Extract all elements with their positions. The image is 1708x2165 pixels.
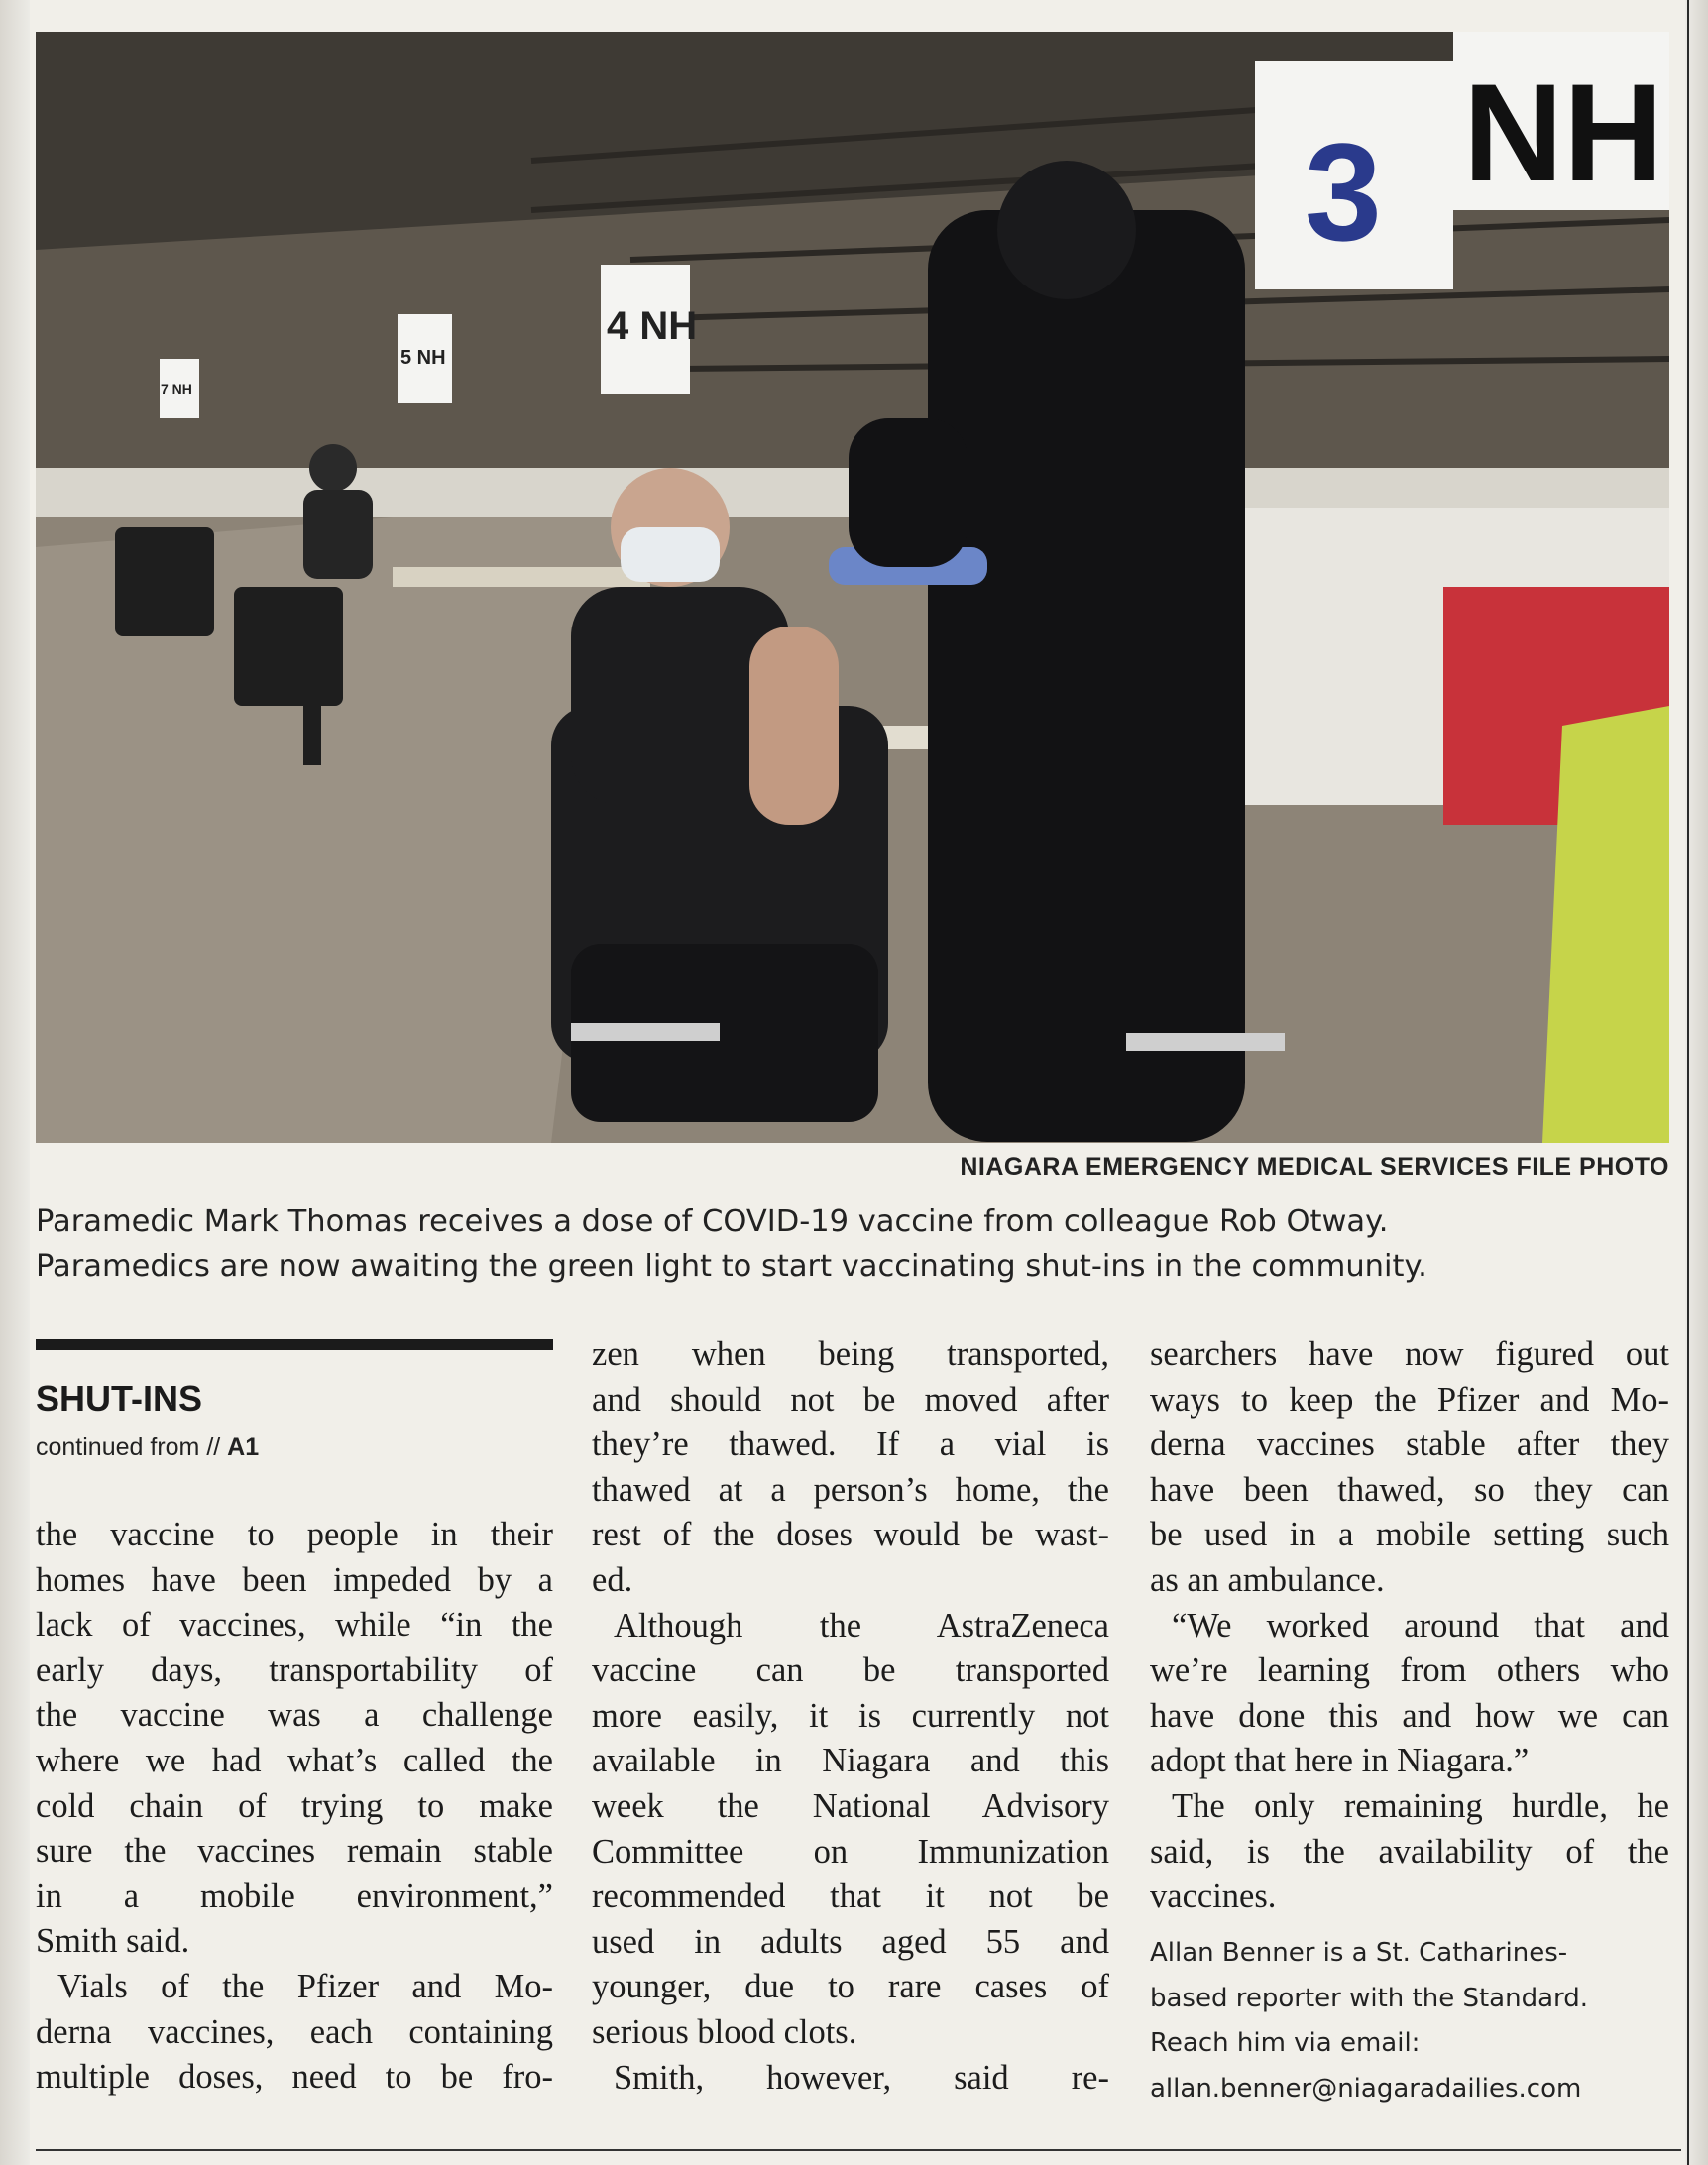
text-line: recommended that it not be: [592, 1878, 1109, 1916]
text-line: available in Niagara and this: [592, 1742, 1109, 1780]
author-email: allan.benner@niagaradailies.com: [1150, 2073, 1582, 2104]
text-line: ways to keep the Pfizer and Mo-: [1150, 1380, 1669, 1419]
text-line: multiple doses, need to be fro-: [36, 2058, 553, 2097]
article-column-3: [1150, 1332, 1669, 1920]
text-line: and should not be moved after: [592, 1380, 1109, 1419]
photo-credit: NIAGARA EMERGENCY MEDICAL SERVICES FILE PHOTO: [960, 1153, 1669, 1181]
page-edge-left: [0, 0, 30, 2165]
text-line: used in adults aged 55 and: [592, 1922, 1109, 1961]
bottom-rule: [36, 2149, 1681, 2151]
text-line: early days, transportability of: [36, 1651, 553, 1689]
text-line: said, is the availability of the: [1150, 1832, 1669, 1871]
text-line: the vaccine to people in their: [36, 1516, 553, 1553]
text-line: ed.: [592, 1560, 633, 1599]
text-line: vaccine can be transported: [592, 1652, 1109, 1690]
continued-page: A1: [227, 1433, 260, 1461]
text-line: sure the vaccines remain stable: [36, 1832, 553, 1871]
sign-small: 5 NH: [400, 347, 446, 369]
text-line: where we had what’s called the: [36, 1741, 553, 1779]
text-line: thawed at a person’s home, the: [592, 1470, 1109, 1509]
bio-line: based reporter with the Standard.: [1150, 1983, 1589, 2013]
text-line: derna vaccines, each containing: [36, 2012, 553, 2051]
text-line: “We worked around that and: [1172, 1606, 1669, 1645]
caption-line: Paramedics are now awaiting the green light to start vaccinating shut-ins in the community.: [36, 1249, 1427, 1284]
text-line: the vaccine was a challenge: [36, 1696, 553, 1735]
text-line: Committee on Immunization: [592, 1832, 1109, 1871]
headline-bar: [36, 1339, 553, 1350]
text-line: more easily, it is currently not: [592, 1696, 1109, 1735]
bio-line: Reach him via email:: [1150, 2028, 1421, 2058]
text-line: lack of vaccines, while “in the: [36, 1606, 553, 1645]
text-line: Although the AstraZeneca: [614, 1606, 1109, 1645]
text-line: cold chain of trying to make: [36, 1786, 553, 1825]
text-line: vaccines.: [1150, 1878, 1277, 1916]
photo-illustration: [36, 32, 1669, 1143]
sign-mid: 4 NH: [607, 304, 698, 348]
text-line: derna vaccines stable after they: [1150, 1425, 1669, 1464]
bio-line: Allan Benner is a St. Catharines-: [1150, 1938, 1568, 1968]
text-line: Smith, however, said re-: [614, 2058, 1109, 2097]
photo-caption: [36, 1199, 1681, 1289]
news-photo: [36, 32, 1669, 1143]
text-line: be used in a mobile setting such: [1150, 1516, 1669, 1554]
text-line: serious blood clots.: [592, 2012, 857, 2051]
text-line: homes have been impeded by a: [36, 1560, 553, 1599]
caption-line: Paramedic Mark Thomas receives a dose of COVID-19 vaccine from colleague Rob Otway.: [36, 1204, 1389, 1239]
text-line: zen when being transported,: [592, 1335, 1109, 1373]
author-bio: [1150, 1931, 1685, 2111]
text-line: they’re thawed. If a vial is: [592, 1425, 1109, 1464]
article-column-2: [592, 1332, 1109, 2101]
sign-number: 3: [1305, 114, 1382, 270]
text-line: have done this and how we can: [1150, 1696, 1669, 1735]
continued-from: [36, 1433, 259, 1462]
text-line: younger, due to rare cases of: [592, 1968, 1109, 2006]
text-line: have been thawed, so they can: [1150, 1470, 1669, 1509]
text-line: week the National Advisory: [592, 1786, 1109, 1825]
text-line: as an ambulance.: [1150, 1560, 1385, 1599]
text-line: in a mobile environment,”: [36, 1877, 553, 1915]
text-line: we’re learning from others who: [1150, 1652, 1669, 1690]
continued-prefix: continued from //: [36, 1433, 221, 1461]
text-line: The only remaining hurdle, he: [1172, 1786, 1669, 1825]
text-line: rest of the doses would be wast-: [592, 1516, 1109, 1554]
text-line: Smith said.: [36, 1922, 190, 1961]
sign-letters: NH: [1463, 55, 1664, 210]
sign-far: 7 NH: [161, 381, 192, 397]
text-line: Vials of the Pfizer and Mo-: [57, 1967, 553, 2005]
text-line: adopt that here in Niagara.”: [1150, 1742, 1530, 1780]
article-column-1: [36, 1513, 553, 2101]
article-kicker: SHUT-INS: [36, 1378, 203, 1419]
column-rule: [1687, 0, 1689, 2165]
text-line: searchers have now figured out: [1150, 1335, 1669, 1373]
